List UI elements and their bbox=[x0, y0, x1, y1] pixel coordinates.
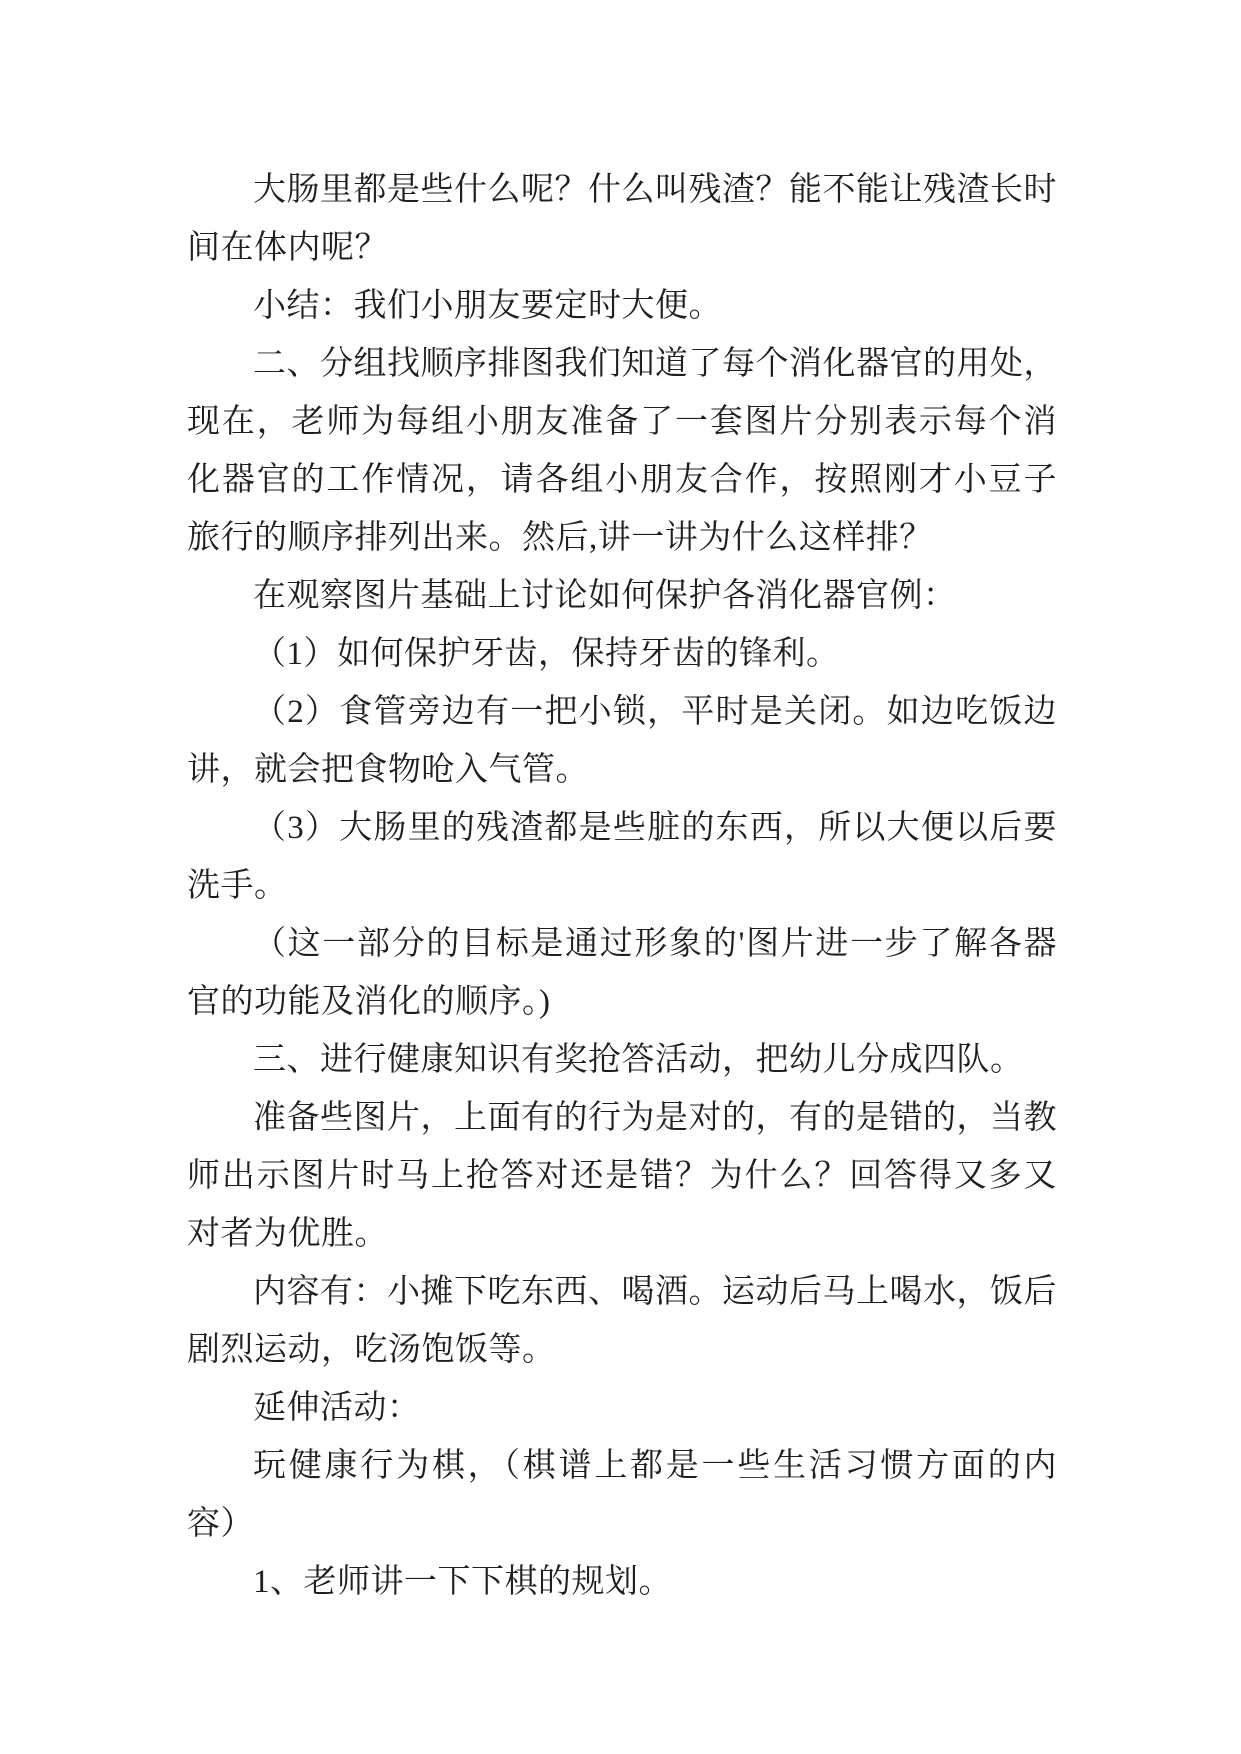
paragraph: 1、老师讲一下下棋的规划。 bbox=[253, 1564, 672, 1600]
document-body bbox=[187, 161, 1057, 1611]
paragraph: 玩健康行为棋，（棋谱上都是一些生活习惯方面的内容） bbox=[187, 1448, 1057, 1542]
paragraph: 二、分组找顺序排图我们知道了每个消化器官的用处，现在，老师为每组小朋友准备了一套图片分别表示每个消化器官的工作情况，请各组小朋友合作，按照刚才小豆子旅行的顺序排列出来。然后,讲一讲为什么这样排？ bbox=[187, 346, 1057, 556]
paragraph: 小结：我们小朋友要定时大便。 bbox=[253, 288, 722, 324]
paragraph: 延伸活动： bbox=[253, 1390, 421, 1426]
paragraph: （这一部分的目标是通过形象的'图片进一步了解各器官的功能及消化的顺序。) bbox=[187, 926, 1057, 1020]
paragraph: 大肠里都是些什么呢？什么叫残渣？能不能让残渣长时间在体内呢？ bbox=[187, 172, 1057, 266]
paragraph: （2）食管旁边有一把小锁，平时是关闭。如边吃饭边讲，就会把食物呛入气管。 bbox=[187, 694, 1057, 788]
paragraph: 准备些图片，上面有的行为是对的，有的是错的，当教师出示图片时马上抢答对还是错？为什么？回答得又多又对者为优胜。 bbox=[187, 1100, 1057, 1252]
paragraph: （3）大肠里的残渣都是些脏的东西，所以大便以后要洗手。 bbox=[187, 810, 1057, 904]
paragraph: 在观察图片基础上讨论如何保护各消化器官例： bbox=[253, 578, 957, 614]
paragraph: （1）如何保护牙齿，保持牙齿的锋利。 bbox=[253, 636, 840, 672]
paragraph: 三、进行健康知识有奖抢答活动，把幼儿分成四队。 bbox=[253, 1042, 1024, 1078]
paragraph: 内容有：小摊下吃东西、喝酒。运动后马上喝水，饭后剧烈运动，吃汤饱饭等。 bbox=[187, 1274, 1057, 1368]
